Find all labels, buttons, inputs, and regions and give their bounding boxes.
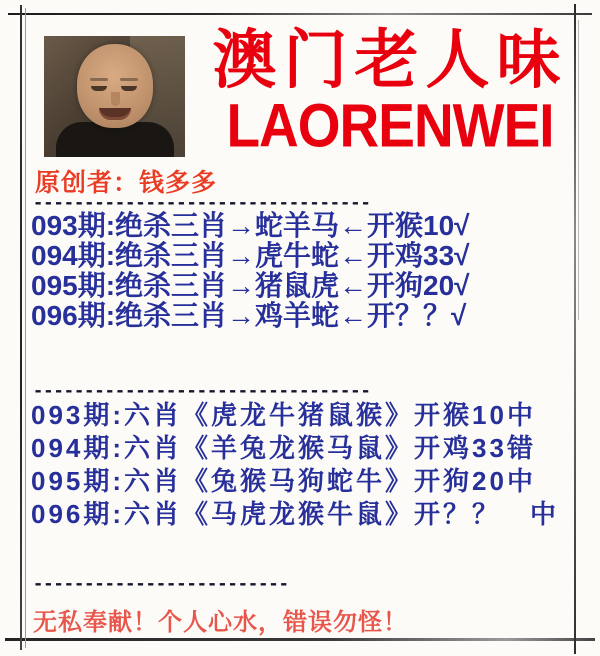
dashed-separator-1: ---------------------------------: [33, 193, 371, 213]
header-titles: [192, 24, 588, 160]
prediction-row: 093期:绝杀三肖→蛇羊马←开猴10√: [31, 210, 470, 241]
prediction-row: 096期:绝杀三肖→鸡羊蛇←开？？√: [31, 300, 467, 331]
photo-eyebrow: [90, 78, 108, 81]
frame-left-line-2: [25, 8, 26, 648]
page-title-chinese: 澳门老人味: [212, 24, 568, 96]
page-title-latin: LAORENWEI: [226, 90, 554, 160]
photo-nose: [111, 92, 120, 106]
prediction-row: 094期:六肖《羊兔龙猴马鼠》开鸡33错: [31, 433, 536, 463]
kill-three-block: [31, 211, 470, 331]
frame-bottom-line: [5, 638, 595, 641]
prediction-row: 095期:六肖《兔猴马狗蛇牛》开狗20中: [31, 466, 536, 496]
frame-top-line: [8, 13, 592, 15]
dashed-separator-3: -------------------------: [33, 574, 289, 594]
photo-face: [77, 44, 153, 128]
frame-left-line: [20, 5, 22, 650]
disclaimer-text: 无私奉献！个人心水，错误勿怪！: [33, 609, 408, 636]
elderly-man-photo: [44, 36, 185, 157]
prediction-row: 096期:六肖《马虎龙猴牛鼠》开？？ 中: [31, 499, 560, 529]
prediction-row: 093期:六肖《虎龙牛猪鼠猴》开猴10中: [31, 400, 536, 430]
author-line: 原创者：钱多多: [35, 169, 218, 197]
dashed-separator-2: ---------------------------------: [33, 381, 371, 401]
prediction-row: 095期:绝杀三肖→猪鼠虎←开狗20√: [31, 270, 470, 301]
photo-eye: [91, 86, 107, 91]
six-xiao-block: [31, 399, 559, 531]
photo-mouth: [99, 108, 131, 120]
photo-eye: [121, 86, 137, 91]
prediction-row: 094期:绝杀三肖→虎牛蛇←开鸡33√: [31, 240, 470, 271]
photo-eyebrow: [120, 78, 138, 81]
